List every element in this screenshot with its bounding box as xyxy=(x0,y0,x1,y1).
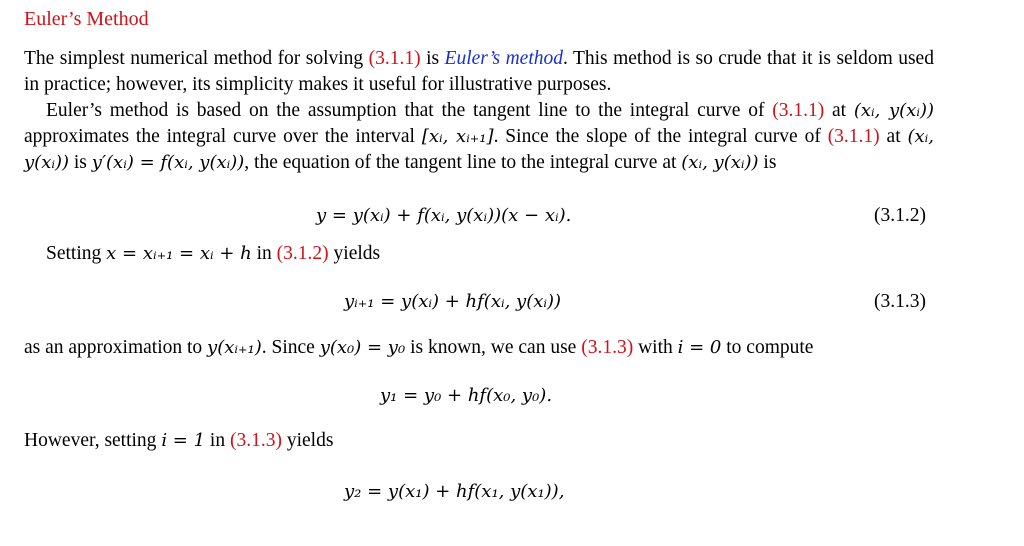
inline-math: y(xᵢ₊₁) xyxy=(207,337,262,358)
display-equation: y₂ = y(x₁) + hf(x₁, y(x₁)), xyxy=(344,481,565,502)
display-equation-row xyxy=(0,478,1024,506)
tangent-paragraph xyxy=(24,98,934,176)
text: approximates the integral curve over the interval xyxy=(24,126,422,147)
inline-math: y′(xᵢ) = f(xᵢ, y(xᵢ)) xyxy=(91,152,245,173)
equation-reference-link[interactable]: (3.1.2) xyxy=(276,243,329,264)
equation-reference-link[interactable]: (3.1.3) xyxy=(581,337,634,358)
text: with xyxy=(633,337,678,358)
text: is xyxy=(420,48,445,69)
display-equation-row xyxy=(0,202,1024,230)
inline-math: (xᵢ, y(xᵢ)) xyxy=(853,100,934,121)
equation-reference-link[interactable]: (3.1.1) xyxy=(368,48,421,69)
display-equation-row xyxy=(0,288,1024,316)
text: at xyxy=(824,100,854,121)
equation-number: (3.1.2) xyxy=(874,205,926,226)
text: in xyxy=(251,243,277,264)
defined-term: Euler’s method xyxy=(444,48,563,69)
text: Setting xyxy=(46,243,107,264)
however-sentence xyxy=(24,428,333,454)
text: . Since the slope of the integral curve of xyxy=(493,126,828,147)
approximation-sentence xyxy=(24,335,813,361)
inline-math: [xᵢ, xᵢ₊₁] xyxy=(421,126,494,147)
intro-paragraph xyxy=(24,46,934,98)
display-equation: y = y(xᵢ) + f(xᵢ, y(xᵢ))(x − xᵢ). xyxy=(316,205,572,226)
equation-reference-link[interactable]: (3.1.1) xyxy=(772,100,825,121)
equation-reference-link[interactable]: (3.1.3) xyxy=(229,430,282,451)
display-equation-row xyxy=(0,382,1024,410)
setting-sentence xyxy=(46,241,380,267)
text: . Since xyxy=(261,337,320,358)
text: at xyxy=(879,126,908,147)
inline-math: (xᵢ, y(xᵢ)) xyxy=(681,152,759,173)
inline-math: i = 0 xyxy=(677,337,722,358)
text: yields xyxy=(281,430,334,451)
text: is known, we can use xyxy=(405,337,582,358)
display-equation: yᵢ₊₁ = y(xᵢ) + hf(xᵢ, y(xᵢ)) xyxy=(344,291,562,312)
inline-math: x = xᵢ₊₁ = xᵢ + h xyxy=(106,243,252,264)
equation-reference-link[interactable]: (3.1.1) xyxy=(827,126,880,147)
text: yields xyxy=(328,243,381,264)
text: However, setting xyxy=(24,430,162,451)
text: is xyxy=(69,152,92,173)
text: The simplest numerical method for solving xyxy=(24,48,369,69)
inline-math: y(x₀) = y₀ xyxy=(319,337,406,358)
text: in xyxy=(205,430,230,451)
display-equation: y₁ = y₀ + hf(x₀, y₀). xyxy=(380,385,553,406)
equation-number: (3.1.3) xyxy=(874,291,926,312)
text: , the equation of the tangent line to the integral curve at xyxy=(244,152,682,173)
text: as an approximation to xyxy=(24,337,208,358)
text: is xyxy=(758,152,777,173)
section-heading: Euler’s Method xyxy=(24,8,149,30)
text: to compute xyxy=(721,337,814,358)
text: Euler’s method is based on the assumption that the tangent line to the integral curve of xyxy=(46,100,773,121)
inline-math: (xᵢ, y(xᵢ)) xyxy=(24,126,935,173)
inline-math: i = 1 xyxy=(161,430,206,451)
text: . This method is so crude that it is seldom used in practice; however, its simplicity makes it useful for illustrative purposes. xyxy=(24,48,934,95)
